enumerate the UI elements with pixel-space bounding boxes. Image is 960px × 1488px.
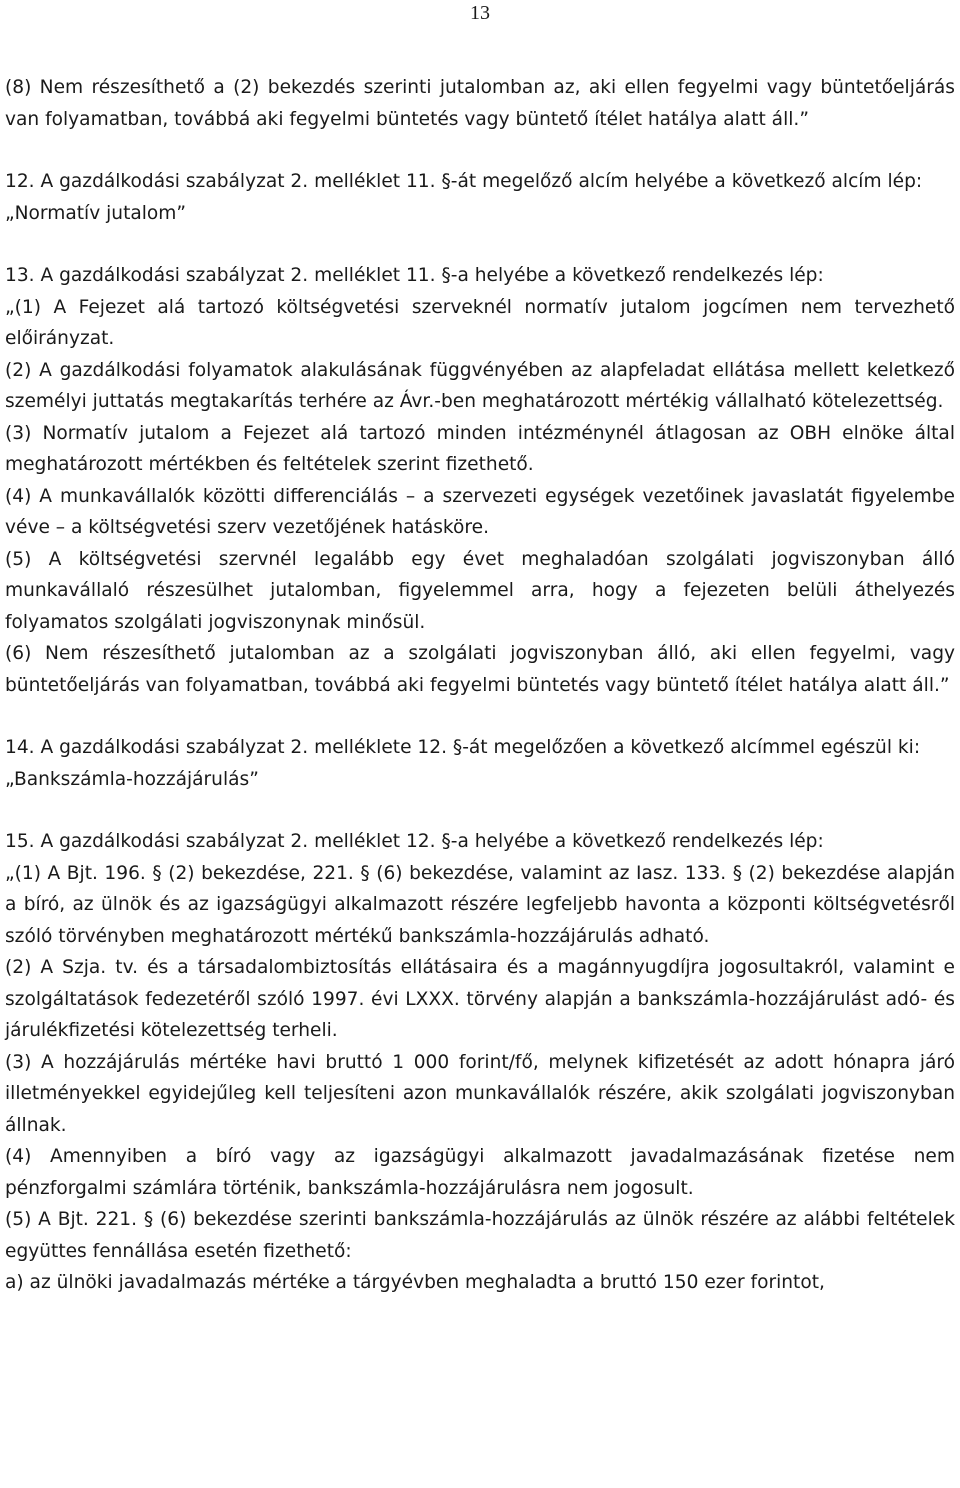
paragraph: (3) A hozzájárulás mértéke havi bruttó 1 000 forint/fő, melynek kifizetését az adott hónapra járó illetményekkel egyidejűleg kell teljesíteni azon munkavállalók részére, akik szolgálati jogviszonyban állnak. — [5, 1051, 955, 1136]
paragraph: „Normatív jutalom” — [5, 202, 187, 224]
paragraph: (2) A gazdálkodási folyamatok alakulásának függvényében az alapfeladat ellátása mellett keletkező személyi juttatás megtakarítás terhére az Ávr.-ben meghatározott mértékig vállalható kötelezettség. — [5, 359, 955, 412]
paragraph: „(1) A Fejezet alá tartozó költségvetési szerveknél normatív jutalom jogcímen nem tervezhető előirányzat. — [5, 296, 955, 349]
paragraph: 15. A gazdálkodási szabályzat 2. melléklet 12. §-a helyébe a következő rendelkezés lép: — [5, 831, 824, 852]
paragraph: (5) A költségvetési szervnél legalább egy évet meghaladóan szolgálati jogviszonyban álló munkavállaló részesülhet jutalomban, figyelemmel arra, hogy a fejezeten belüli áthelyezés folyamatos szolgálati jogviszonynak minősül. — [5, 548, 955, 633]
paragraph: a) az ülnöki javadalmazás mértéke a tárgyévben meghaladta a bruttó 150 ezer forintot, — [5, 1272, 825, 1293]
paragraph: (3) Normatív jutalom a Fejezet alá tartozó minden intézménynél átlagosan az OBH elnöke által meghatározott mértékben és feltételek szerint fizethető. — [5, 422, 955, 475]
paragraph-spacer — [5, 795, 955, 826]
paragraph: „Bankszámla-hozzájárulás” — [5, 768, 259, 790]
paragraph: (4) Amennyiben a bíró vagy az igazságügyi alkalmazott javadalmazásának fizetése nem pénzforgalmi számlára történik, bankszámla-hozzájárulásra nem jogosult. — [5, 1146, 955, 1199]
paragraph-spacer — [5, 135, 955, 166]
paragraph: (5) A Bjt. 221. § (6) bekezdése szerinti bankszámla-hozzájárulás az ülnök részére az alábbi feltételek együttes fennállása esetén fizethető: — [5, 1209, 955, 1262]
paragraph: 13. A gazdálkodási szabályzat 2. melléklet 11. §-a helyébe a következő rendelkezés lép: — [5, 265, 824, 286]
paragraph: (8) Nem részesíthető a (2) bekezdés szerinti jutalomban az, aki ellen fegyelmi vagy büntetőeljárás van folyamatban, továbbá aki fegyelmi büntetés vagy büntető ítélet hatálya alatt áll.” — [5, 77, 955, 130]
paragraph: (4) A munkavállalók közötti differenciálás – a szervezeti egységek vezetőinek javaslatát figyelembe véve – a költségvetési szerv vezetőjének hatásköre. — [5, 485, 955, 538]
paragraph: 12. A gazdálkodási szabályzat 2. melléklet 11. §-át megelőző alcím helyébe a következő alcím lép: — [5, 171, 923, 192]
paragraph: 14. A gazdálkodási szabályzat 2. melléklete 12. §-át megelőzően a következő alcímmel egészül ki: — [5, 737, 921, 758]
paragraph-spacer — [5, 229, 955, 260]
page-number: 13 — [470, 2, 490, 24]
document-body — [5, 72, 955, 1299]
paragraph: (6) Nem részesíthető jutalomban az a szolgálati jogviszonyban álló, aki ellen fegyelmi, vagy büntetőeljárás van folyamatban, továbbá aki fegyelmi büntetés vagy büntető ítélet hatálya alatt áll.” — [5, 643, 955, 696]
paragraph-spacer — [5, 701, 955, 732]
paragraph: (2) A Szja. tv. és a társadalombiztosítás ellátásaira és a magánnyugdíjra jogosultakról, valamint e szolgáltatások fedezetéről szóló 1997. évi LXXX. törvény alapján a bankszámla-hozzájárulást adó- és járulékfizetési kötelezettség terheli. — [5, 957, 955, 1041]
paragraph: „(1) A Bjt. 196. § (2) bekezdése, 221. § (6) bekezdése, valamint az Iasz. 133. § (2) bekezdése alapján a bíró, az ülnök és az igazságügyi alkalmazott részére legfeljebb havonta a központi költségvetésről szóló törvényben meghatározott mértékű bankszámla-hozzájárulás adható. — [5, 862, 955, 947]
